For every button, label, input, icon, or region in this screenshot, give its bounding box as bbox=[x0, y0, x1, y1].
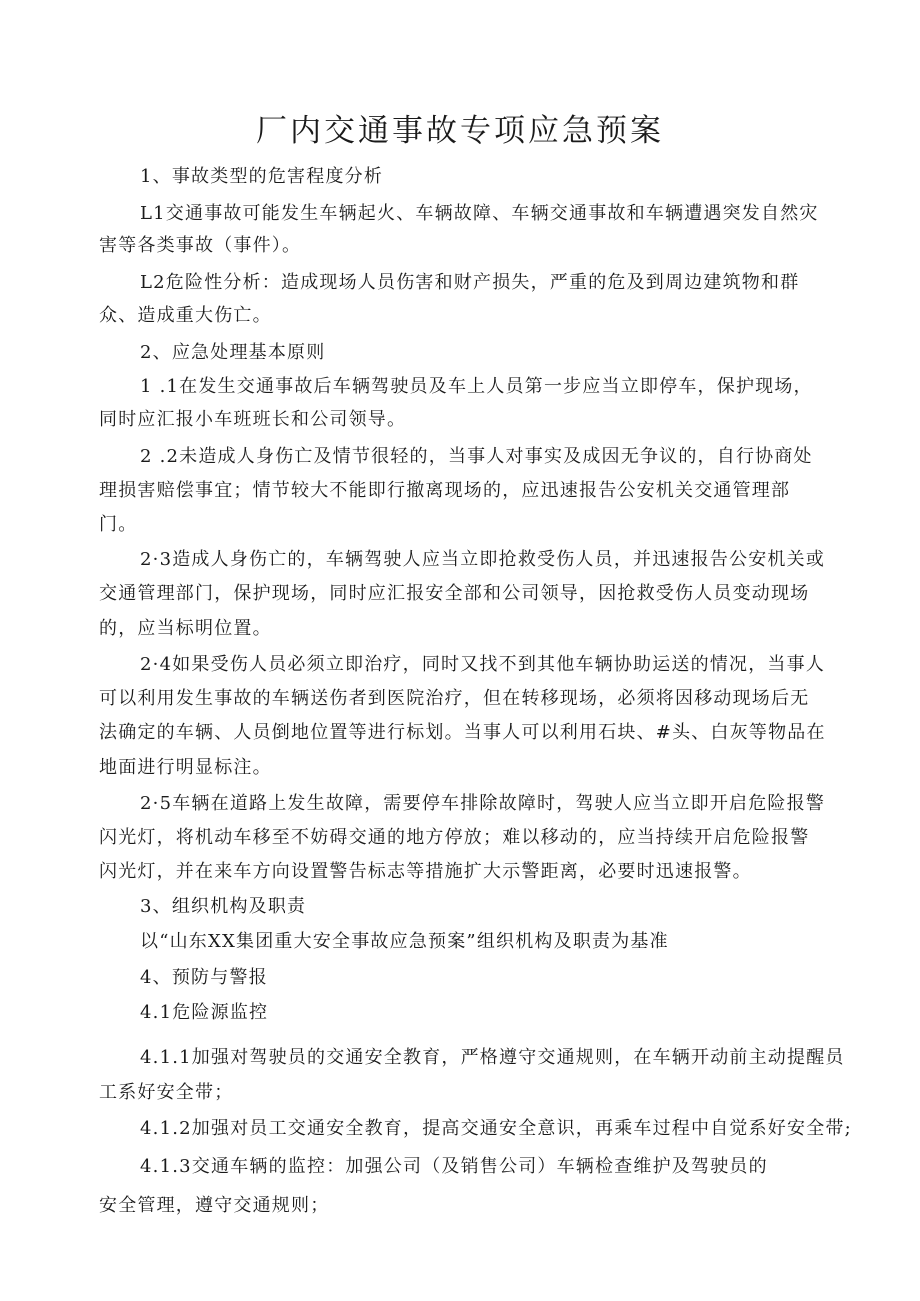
paragraph-line: 4.1.3交通车辆的监控：加强公司（及销售公司）车辆检查维护及驾驶员的 bbox=[140, 1156, 768, 1177]
heading-1: 1、事故类型的危害程度分析 bbox=[140, 166, 384, 187]
paragraph-line: 闪光灯，将机动车移至不妨碍交通的地方停放；难以移动的，应当持续开启危险报警 bbox=[99, 827, 810, 848]
heading-2: 2、应急处理基本原则 bbox=[140, 342, 326, 363]
paragraph-line: L2危险性分析：造成现场人员伤害和财产损失，严重的危及到周边建筑物和群 bbox=[140, 272, 800, 293]
paragraph-line: 2·5车辆在道路上发生故障，需要停车排除故障时，驾驶人应当立即开启危险报警 bbox=[140, 793, 826, 814]
paragraph-line: 地面进行明显标注。 bbox=[99, 757, 272, 778]
paragraph-line: 同时应汇报小车班班长和公司领导。 bbox=[99, 409, 407, 430]
paragraph-line: 以“山东XX集团重大安全事故应急预案”组织机构及职责为基准 bbox=[140, 931, 669, 952]
paragraph-line: 可以利用发生事故的车辆送伤者到医院治疗，但在转移现场，必须将因移动现场后无 bbox=[99, 688, 810, 709]
paragraph-line: 众、造成重大伤亡。 bbox=[99, 305, 272, 326]
paragraph-line: 害等各类事故（事件）。 bbox=[99, 235, 302, 256]
paragraph-line: 4.1.2加强对员工交通安全教育，提高交通安全意识，再乘车过程中自觉系好安全带; bbox=[140, 1118, 852, 1139]
paragraph-line: 的，应当标明位置。 bbox=[99, 618, 272, 639]
paragraph-line: 安全管理，遵守交通规则； bbox=[99, 1195, 330, 1216]
heading-4: 4、预防与警报 bbox=[140, 967, 268, 988]
document-title: 厂内交通事故专项应急预案 bbox=[256, 112, 664, 149]
paragraph-line: 2·3造成人身伤亡的，车辆驾驶人应当立即抢救受伤人员，并迅速报告公安机关或 bbox=[140, 549, 826, 570]
paragraph-line: 闪光灯，并在来车方向设置警告标志等措施扩大示警距离，必要时迅速报警。 bbox=[99, 861, 752, 882]
paragraph-line: 2·4如果受伤人员必须立即治疗，同时又找不到其他车辆协助运送的情况，当事人 bbox=[140, 654, 826, 675]
paragraph-line: 4.1.1加强对驾驶员的交通安全教育，严格遵守交通规则，在车辆开动前主动提醒员 bbox=[140, 1047, 845, 1068]
paragraph-line: L1交通事故可能发生车辆起火、车辆故障、车辆交通事故和车辆遭遇突发自然灾 bbox=[140, 203, 819, 224]
paragraph-line: 理损害赔偿事宜；情节较大不能即行撤离现场的，应迅速报告公安机关交通管理部 bbox=[99, 480, 791, 501]
paragraph-line: 门。 bbox=[99, 514, 138, 535]
paragraph-line: 工系好安全带； bbox=[99, 1082, 234, 1103]
subheading-4-1: 4.1危险源监控 bbox=[140, 1002, 269, 1023]
paragraph-line: 1 .1在发生交通事故后车辆驾驶员及车上人员第一步应当立即停车，保护现场， bbox=[140, 376, 813, 397]
paragraph-line: 法确定的车辆、人员倒地位置等进行标划。当事人可以利用石块、#头、白灰等物品在 bbox=[99, 722, 826, 743]
paragraph-line: 交通管理部门，保护现场，同时应汇报安全部和公司领导，因抢救受伤人员变动现场 bbox=[99, 583, 810, 604]
heading-3: 3、组织机构及职责 bbox=[140, 896, 307, 917]
paragraph-line: 2 .2未造成人身伤亡及情节很轻的，当事人对事实及成因无争议的，自行协商处 bbox=[140, 446, 813, 467]
